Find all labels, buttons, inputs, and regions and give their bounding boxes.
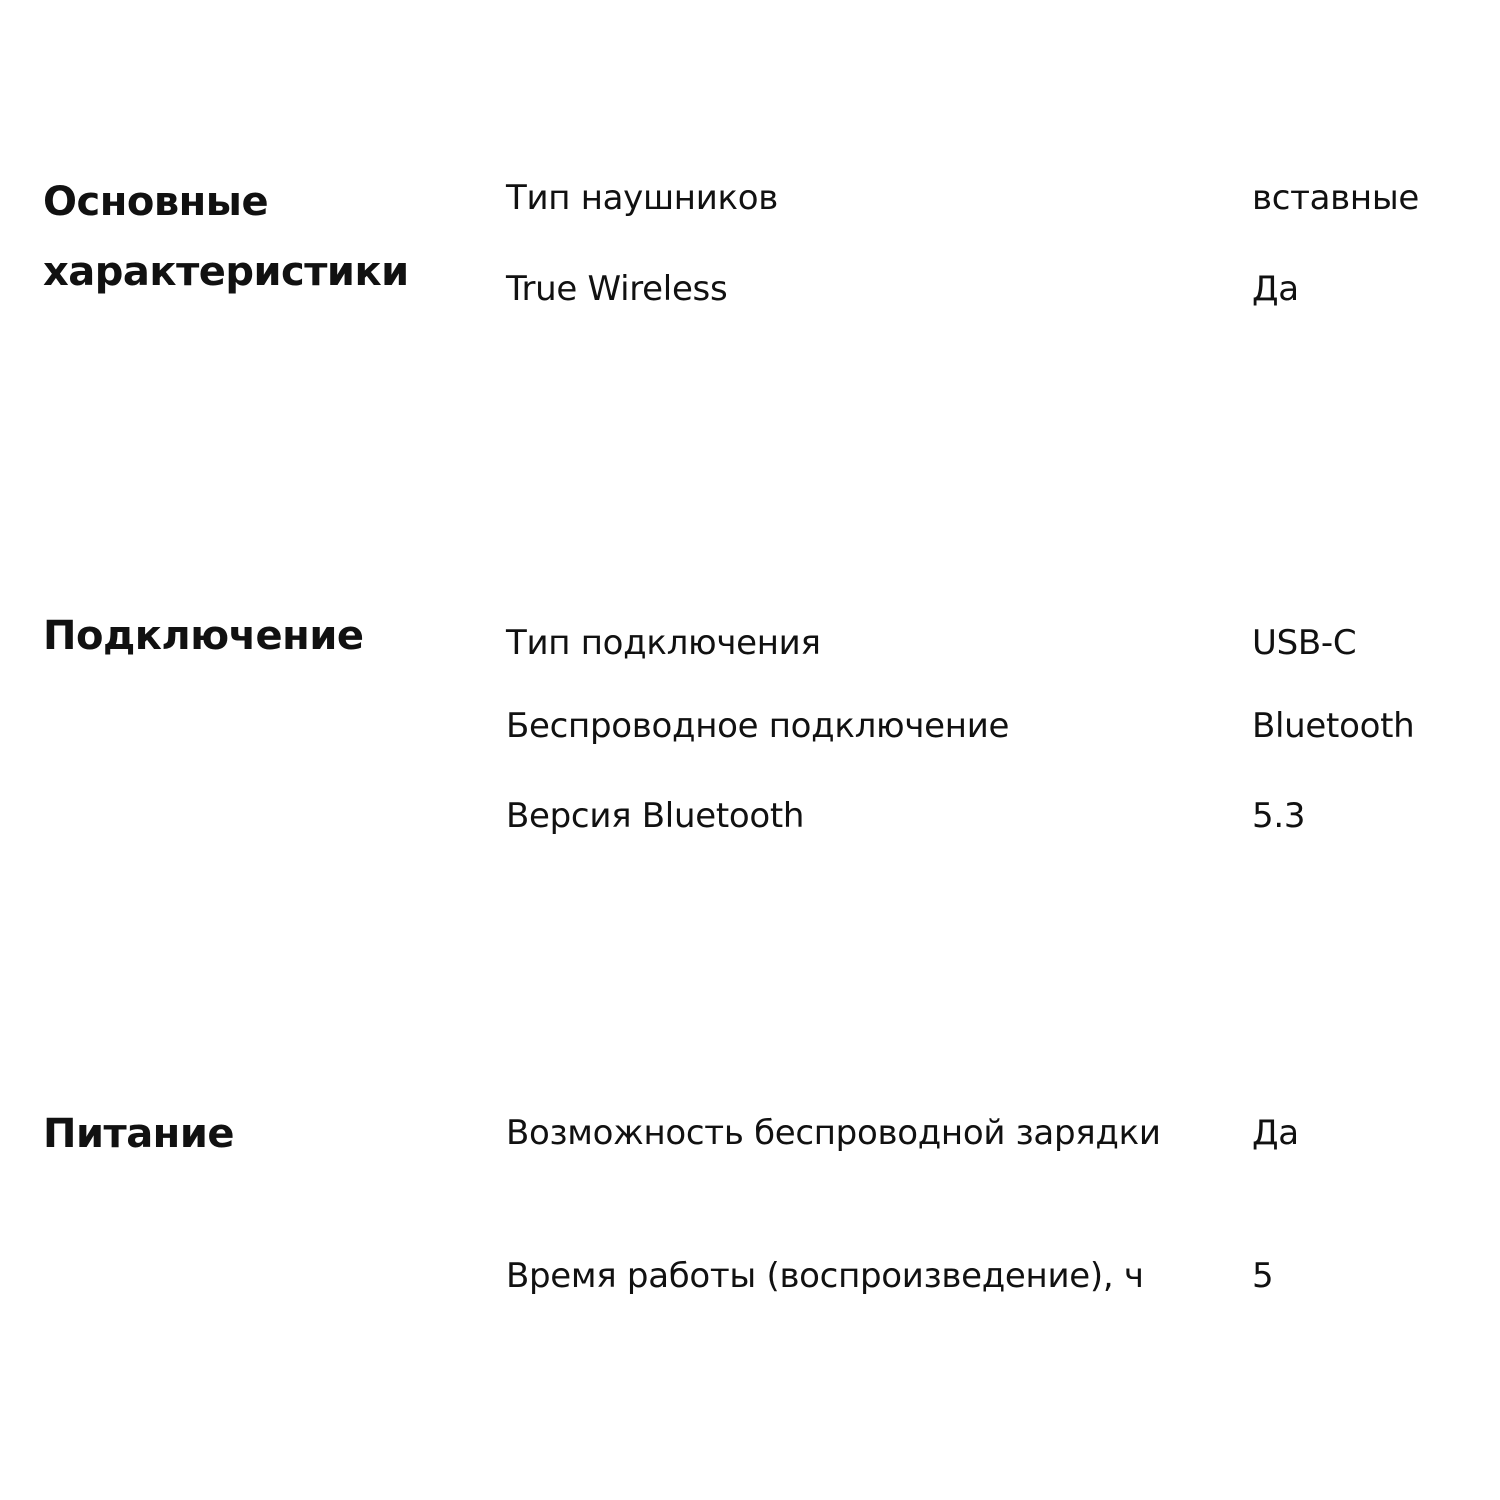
spec-label-true-wireless: True Wireless [506,269,728,309]
spec-value-bluetooth-version: 5.3 [1252,796,1306,836]
spec-value-connection-type: USB-C [1252,623,1357,663]
spec-value-wireless-connection: Bluetooth [1252,706,1415,746]
spec-value-playback-time: 5 [1252,1256,1274,1296]
spec-label-playback-time: Время работы (воспроизведение), ч [506,1256,1144,1296]
section-title-power: Питание [43,1111,234,1157]
section-title-connection: Подключение [43,613,364,659]
section-title-main: Основные характеристики [43,179,409,295]
spec-label-connection-type: Тип подключения [506,623,821,663]
spec-value-wireless-charging: Да [1252,1113,1299,1153]
spec-value-true-wireless: Да [1252,269,1299,309]
spec-label-wireless-connection: Беспроводное подключение [506,706,1010,746]
spec-label-headphone-type: Тип наушников [506,178,779,218]
spec-label-bluetooth-version: Версия Bluetooth [506,796,805,836]
spec-value-headphone-type: вставные [1252,178,1420,218]
spec-label-wireless-charging: Возможность беспроводной зарядки [506,1113,1161,1153]
